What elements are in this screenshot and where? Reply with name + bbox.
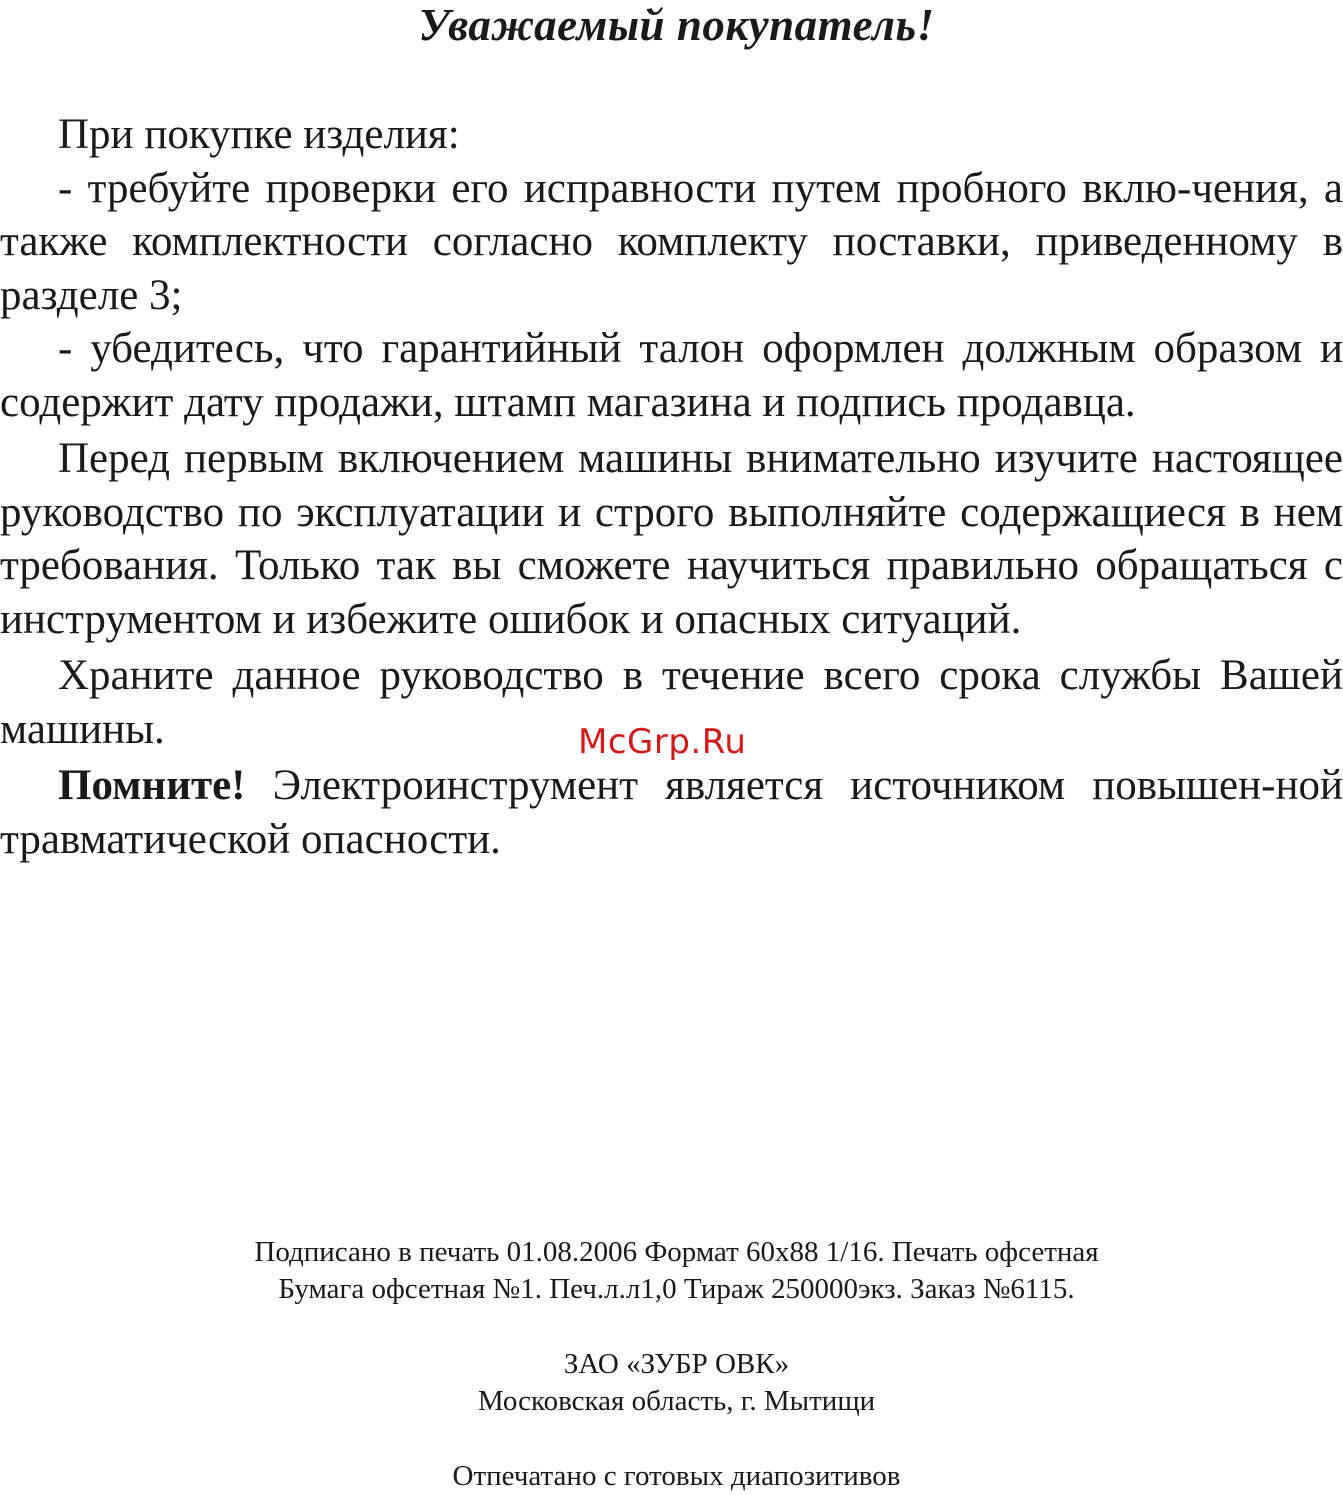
- paragraph-remember: [0, 759, 1343, 866]
- imprint-publisher: [0, 1346, 1343, 1420]
- imprint-printed-from: [0, 1458, 1343, 1495]
- paragraph-read-manual: Перед первым включением машины внимательно изучите настоящее руководство по эксплуатации и строго выполняйте содержащиеся в нем требования. Только так вы сможете научиться правильно обращаться с инструментом и избежите ошибок и опасных ситуаций.: [0, 435, 1343, 643]
- remember-label: Помните!: [58, 762, 246, 809]
- paragraph-keep-manual: Храните данное руководство в течение всего срока службы Вашей машины.: [0, 652, 1343, 753]
- watermark: McGrp.Ru: [578, 722, 747, 762]
- imprint-company: ЗАО «ЗУБР ОВК»: [563, 1348, 790, 1380]
- paragraph-purchase-intro: При покупке изделия:: [58, 111, 460, 158]
- imprint-line-1: Подписано в печать 01.08.2006 Формат 60x88 1/16. Печать офсетная: [254, 1236, 1099, 1268]
- imprint-line-2: Бумага офсетная №1. Печ.л.л1,0 Тираж 250000экз. Заказ №6115.: [278, 1273, 1075, 1305]
- imprint-print-details: [0, 1234, 1343, 1308]
- imprint-address: Московская область, г. Мытищи: [477, 1385, 876, 1417]
- paragraph-warranty-card: - убедитесь, что гарантийный талон оформлен должным образом и содержит дату продажи, штамп магазина и подпись продавца.: [0, 325, 1343, 426]
- page-title: Уважаемый покупатель!: [418, 0, 935, 50]
- paragraph-check-operation: - требуйте проверки его исправности путем пробного вклю-чения, а также комплектности согласно комплекту поставки, приведенному в разделе 3;: [0, 164, 1343, 319]
- imprint-printed-note: Отпечатано с готовых диапозитивов: [452, 1460, 901, 1492]
- remember-text: Электроинструмент является источником повышен-ной травматической опасности.: [0, 762, 1343, 863]
